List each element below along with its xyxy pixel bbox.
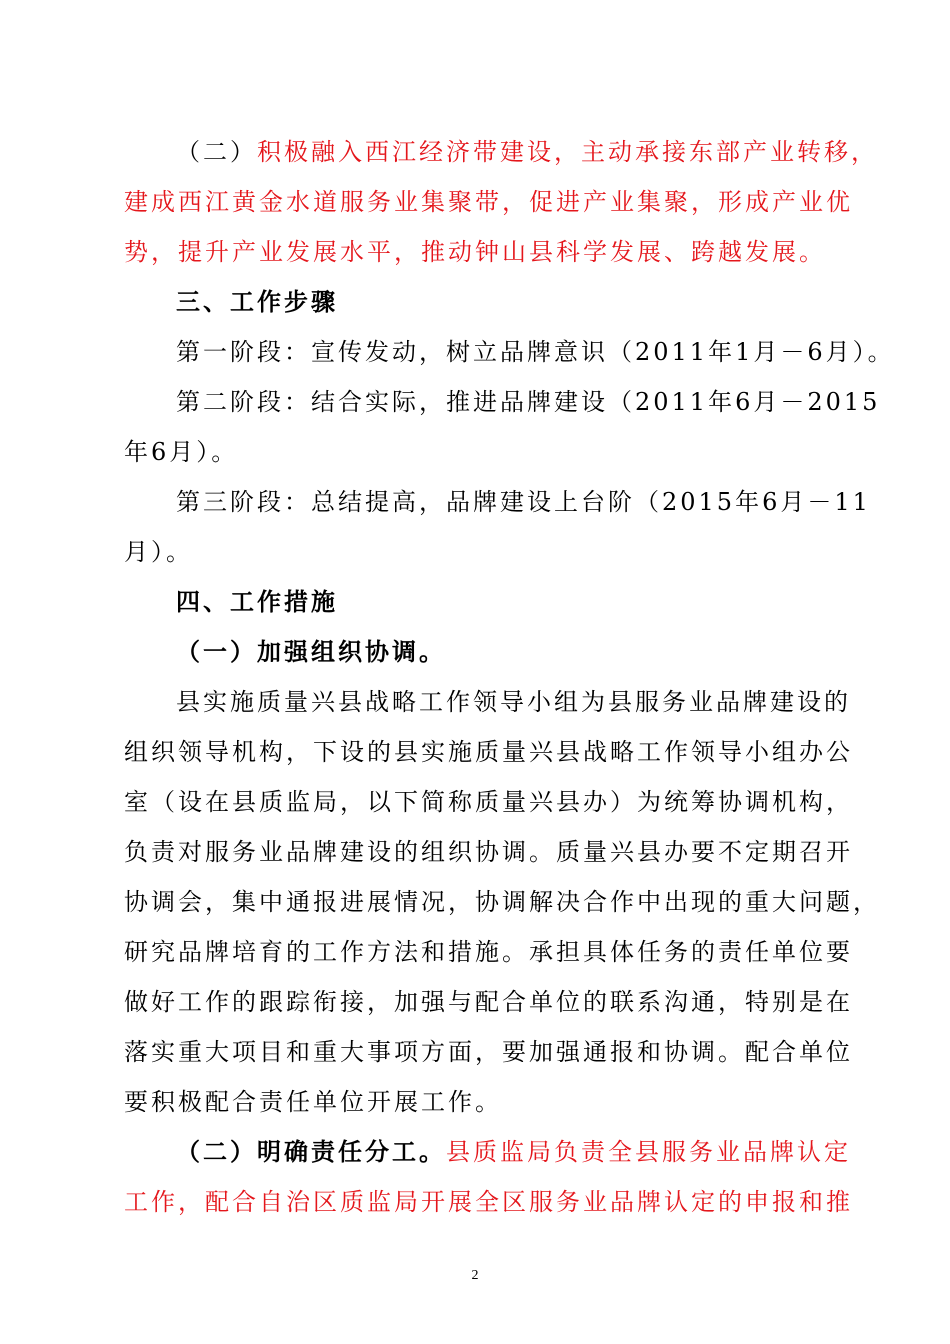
paragraph-line: 室（设在县质监局，以下简称质量兴县办）为统筹协调机构， <box>124 788 853 816</box>
paragraph-line: 研究品牌培育的工作方法和措施。承担具体任务的责任单位要 <box>124 938 853 966</box>
highlighted-text: 势，提升产业发展水平，推动钟山县科学发展、跨越发展。 <box>124 238 826 266</box>
paragraph-line: 协调会，集中通报进展情况，协调解决合作中出现的重大问题， <box>124 888 880 916</box>
section-heading: 三、工作步骤 <box>176 287 338 316</box>
subsection-heading: （二）明确责任分工。 <box>176 1137 446 1166</box>
highlighted-text: 建成西江黄金水道服务业集聚带，促进产业集聚，形成产业优 <box>124 188 853 216</box>
paragraph-line: 组织领导机构，下设的县实施质量兴县战略工作领导小组办公 <box>124 738 853 766</box>
page-number: 2 <box>471 1268 479 1283</box>
paragraph-line: 做好工作的跟踪衔接，加强与配合单位的联系沟通，特别是在 <box>124 988 853 1016</box>
paragraph-line: 负责对服务业品牌建设的组织协调。质量兴县办要不定期召开 <box>124 838 853 866</box>
section-heading: 四、工作措施 <box>176 587 338 616</box>
highlighted-text: 县质监局负责全县服务业品牌认定 <box>446 1138 851 1166</box>
stage-line: 第一阶段：宣传发动，树立品牌意识（2011年1月－6月）。 <box>176 338 895 366</box>
paragraph-line <box>176 136 878 168</box>
highlighted-text: 工作，配合自治区质监局开展全区服务业品牌认定的申报和推 <box>124 1188 853 1216</box>
subsection-heading: （一）加强组织协调。 <box>176 637 446 666</box>
stage-line: 第二阶段：结合实际，推进品牌建设（2011年6月－2015 <box>176 388 881 416</box>
highlighted-text: 积极融入西江经济带建设，主动承接东部产业转移， <box>257 138 878 166</box>
stage-line: 第三阶段：总结提高，品牌建设上台阶（2015年6月－11 <box>176 488 871 516</box>
item-label: （二） <box>176 138 257 166</box>
paragraph-line: 落实重大项目和重大事项方面，要加强通报和协调。配合单位 <box>124 1038 853 1066</box>
stage-line: 年6月）。 <box>124 438 239 466</box>
paragraph-line: 县实施质量兴县战略工作领导小组为县服务业品牌建设的 <box>176 688 851 716</box>
stage-line: 月）。 <box>124 538 193 566</box>
paragraph-line <box>176 1136 851 1168</box>
paragraph-line: 要积极配合责任单位开展工作。 <box>124 1088 502 1116</box>
